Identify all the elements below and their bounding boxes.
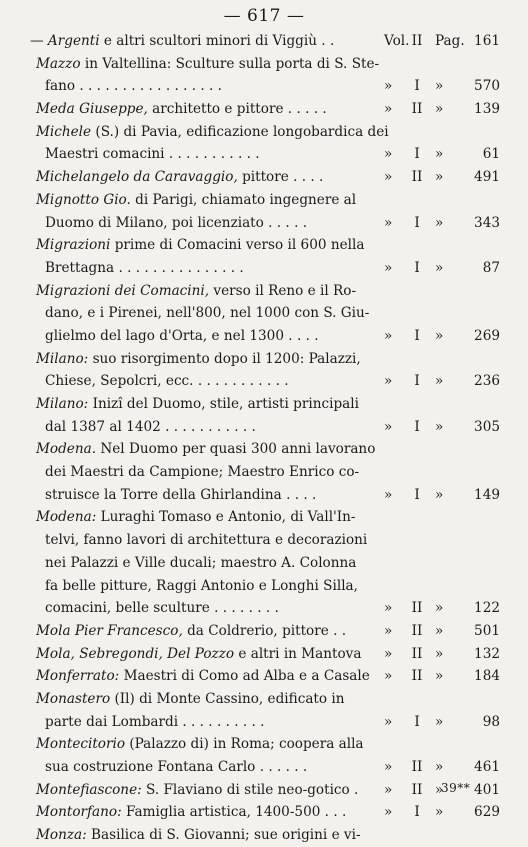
index-line (0, 98, 528, 121)
volume-number: I (414, 78, 420, 95)
entry-text (45, 302, 369, 325)
entry-text (45, 529, 367, 552)
entry-description: fano . . . . . . . . . . . . . . . . . (45, 78, 222, 95)
entry-text (45, 416, 256, 439)
page-marker: » (435, 259, 444, 276)
entry-term: Montefiascone: (36, 781, 142, 798)
page-marker: Pag. (435, 33, 465, 49)
entry-description: in Valtellina: Sculture sulla porta di S. Ste- (80, 55, 380, 72)
entry-text (45, 597, 279, 620)
index-line (0, 234, 528, 257)
entry-term: Modena. (36, 441, 97, 458)
entry-text (36, 53, 379, 76)
entry-text (30, 30, 334, 53)
entry-term: Mazzo (36, 55, 81, 72)
entry-text (36, 98, 327, 121)
entry-term: Migrazioni dei Comacini, (36, 282, 210, 299)
volume-marker: » (384, 668, 393, 685)
entry-term: Argenti (47, 33, 100, 49)
entry-text (36, 643, 361, 666)
index-line (0, 280, 528, 303)
entry-description: Inizî del Duomo, stile, artisti principali (88, 396, 359, 412)
index-line (0, 302, 528, 325)
volume-marker: » (384, 781, 393, 798)
volume-marker: » (384, 804, 393, 821)
entry-term: Monferrato: (36, 668, 120, 685)
page-number: 132 (474, 645, 500, 662)
entry-text (36, 189, 356, 212)
volume-number: I (414, 259, 420, 276)
index-line (0, 257, 528, 280)
entry-term: Montecitorio (36, 736, 126, 753)
page-marker: » (435, 418, 444, 435)
entry-description: dal 1387 al 1402 . . . . . . . . . . . (45, 418, 256, 435)
page-marker: » (435, 78, 444, 95)
volume-marker: » (384, 169, 393, 186)
index-line (0, 484, 528, 507)
index-line (0, 801, 528, 824)
entry-text (36, 166, 323, 189)
volume-number: II (411, 622, 423, 639)
entry-description: (Palazzo di) in Roma; coopera alla (125, 736, 364, 753)
entry-description: suo risorgimento dopo il 1200: Palazzi, (88, 350, 361, 367)
entry-text (36, 121, 389, 144)
entry-description: (Il) di Monte Cassino, edificato in (110, 690, 345, 707)
volume-number: I (414, 327, 420, 344)
page-marker: » (435, 713, 444, 730)
entry-text (45, 212, 307, 235)
volume-marker: » (384, 78, 393, 95)
volume-number: I (414, 418, 420, 435)
page-number: 305 (474, 418, 500, 435)
signature-mark: 39** (441, 781, 471, 795)
index-line (0, 416, 528, 439)
volume-number: II (411, 759, 423, 775)
entry-description: (S.) di Pavia, edificazione longobardica dei (91, 123, 389, 140)
entry-text (45, 75, 222, 98)
index-line (0, 506, 528, 529)
page-marker: » (435, 804, 444, 821)
index-line (0, 30, 528, 53)
volume-marker: » (384, 622, 393, 639)
entry-text (36, 779, 358, 802)
index-line (0, 597, 528, 620)
entry-description: e altri scultori minori di Viggiù . . (99, 33, 335, 49)
volume-number: II (411, 33, 423, 49)
page-number: 122 (474, 600, 500, 617)
volume-marker: » (384, 214, 393, 231)
entry-term: Michele (36, 123, 92, 140)
volume-number: I (414, 373, 420, 390)
page-marker: » (435, 781, 444, 798)
volume-number: I (414, 146, 420, 163)
volume-number: I (414, 713, 420, 730)
entry-description: comacini, belle sculture . . . . . . . . (45, 600, 279, 617)
volume-marker: » (384, 645, 393, 662)
entry-description: e altri in Mantova (234, 645, 362, 662)
entry-description: struisce la Torre della Ghirlandina . . . . (45, 486, 317, 503)
entry-description: nei Palazzi e Ville ducali; maestro A. Colonna (45, 554, 357, 571)
entry-text (45, 552, 356, 575)
entry-text (36, 393, 359, 416)
entry-text (45, 370, 289, 393)
entry-term: Migrazioni (36, 237, 111, 254)
page-header: — 617 — (223, 6, 305, 26)
page-marker: » (435, 759, 444, 775)
entry-text (45, 143, 260, 166)
entry-description: Famiglia artistica, 1400-500 . . . (121, 804, 347, 821)
entry-description: sua costruzione Fontana Carlo . . . . . . (45, 759, 308, 775)
entry-term: Mignotto Gio. (36, 191, 131, 208)
volume-number: II (411, 781, 423, 798)
page-number: 61 (482, 146, 500, 163)
page-number: 570 (474, 78, 500, 95)
page-number: 501 (474, 622, 500, 639)
entry-text (36, 733, 364, 756)
entry-term: Monastero (36, 690, 111, 707)
volume-marker: » (384, 486, 393, 503)
volume-number: II (411, 600, 423, 617)
volume-number: II (411, 668, 423, 685)
entry-description: verso il Reno e il Ro- (209, 282, 357, 299)
volume-marker: » (384, 327, 393, 344)
entry-description: pittore . . . . (237, 169, 324, 186)
volume-marker: » (384, 146, 393, 163)
entry-description: fa belle pitture, Raggi Antonio e Longhi Silla, (45, 577, 358, 594)
index-line (0, 665, 528, 688)
index-line (0, 212, 528, 235)
page-number: 161 (474, 33, 500, 49)
entry-text (36, 438, 375, 461)
entry-text (36, 824, 361, 847)
entry-term: Mola Pier Francesco, (36, 622, 183, 639)
entry-text (45, 461, 359, 484)
page-number: 149 (474, 486, 500, 503)
index-line (0, 711, 528, 734)
page-number: 401 (474, 781, 500, 798)
page-number: 629 (474, 804, 500, 821)
page-number: 98 (482, 713, 500, 730)
index-line (0, 529, 528, 552)
index-line (0, 143, 528, 166)
index-line (0, 824, 528, 847)
entry-description: S. Flaviano di stile neo-gotico . (141, 781, 359, 798)
entry-term: Monza: (36, 827, 87, 844)
entry-term: Michelangelo da Caravaggio, (36, 169, 238, 186)
entry-description: Brettagna . . . . . . . . . . . . . . . (45, 259, 244, 276)
index-line (0, 688, 528, 711)
index-line (0, 756, 528, 779)
volume-marker: » (384, 373, 393, 390)
page-marker: » (435, 622, 444, 639)
index-line (0, 121, 528, 144)
index-line (0, 75, 528, 98)
entry-term: Montorfano: (36, 804, 122, 821)
page-number: 461 (474, 759, 500, 775)
volume-marker: » (384, 259, 393, 276)
page-marker: » (435, 486, 444, 503)
entry-text (36, 348, 361, 371)
entry-text (36, 234, 364, 257)
entry-text (36, 801, 346, 824)
entry-description: di Parigi, chiamato ingegnere al (130, 191, 357, 208)
volume-number: I (414, 804, 420, 821)
index-line (0, 620, 528, 643)
page-number: 491 (474, 169, 500, 186)
volume-number: I (414, 486, 420, 503)
entry-text (45, 325, 319, 348)
index-line (0, 733, 528, 756)
page-number: 139 (474, 101, 500, 118)
entry-text (36, 280, 356, 303)
entry-term: Modena: (36, 509, 97, 526)
entry-text (45, 575, 358, 598)
entry-description: prime di Comacini verso il 600 nella (110, 237, 365, 254)
index-line (0, 166, 528, 189)
entry-text (45, 257, 244, 280)
volume-number: II (411, 101, 423, 118)
page-marker: » (435, 668, 444, 685)
index-line (0, 348, 528, 371)
volume-marker: Vol. (384, 33, 410, 49)
entry-text (36, 688, 345, 711)
index-entries (0, 30, 528, 847)
volume-number: II (411, 169, 423, 186)
index-line (0, 643, 528, 666)
entry-term: Mola, Sebregondi, Del Pozzo (36, 645, 235, 662)
index-line (0, 461, 528, 484)
entry-text (45, 756, 307, 779)
volume-marker: » (384, 713, 393, 730)
entry-text (36, 506, 356, 529)
entry-description: dei Maestri da Campione; Maestro Enrico co- (45, 464, 360, 481)
volume-marker: » (384, 759, 393, 775)
page-marker: » (435, 101, 444, 118)
index-line (0, 370, 528, 393)
volume-marker: » (384, 600, 393, 617)
page-number: 87 (482, 259, 500, 276)
entry-description: glielmo del lago d'Orta, e nel 1300 . . . . (45, 327, 319, 344)
page-number: 236 (474, 373, 500, 390)
entry-description: Luraghi Tomaso e Antonio, di Vall'In- (96, 509, 356, 526)
index-line (0, 438, 528, 461)
entry-term: Milano: (36, 350, 89, 367)
index-line (0, 325, 528, 348)
entry-description: Chiese, Sepolcri, ecc. . . . . . . . . . . . (45, 373, 289, 390)
page-number: 343 (474, 214, 500, 231)
entry-text (45, 484, 316, 507)
page-marker: » (435, 146, 444, 163)
page-marker: » (435, 214, 444, 231)
entry-text (45, 711, 265, 734)
entry-description: Maestri di Como ad Alba e a Casale (119, 668, 370, 685)
entry-description: — (30, 33, 48, 49)
index-line (0, 189, 528, 212)
entry-text (36, 665, 370, 688)
entry-term: Meda Giuseppe, (36, 101, 148, 118)
entry-description: telvi, fanno lavori di architettura e decorazioni (45, 532, 368, 549)
entry-description: parte dai Lombardi . . . . . . . . . . (45, 713, 265, 730)
entry-description: Basilica di S. Giovanni; sue origini e vi- (86, 827, 361, 844)
page-number: 269 (474, 327, 500, 344)
entry-description: Maestri comacini . . . . . . . . . . . (45, 146, 260, 163)
page-marker: » (435, 600, 444, 617)
volume-number: I (414, 214, 420, 231)
page-marker: » (435, 645, 444, 662)
entry-text (36, 620, 346, 643)
entry-description: dano, e i Pirenei, nell'800, nel 1000 con S. Giu- (45, 305, 370, 322)
entry-description: architetto e pittore . . . . . (147, 101, 327, 118)
page-marker: » (435, 373, 444, 390)
entry-description: Duomo di Milano, poi licenziato . . . . . (45, 214, 308, 231)
index-line (0, 575, 528, 598)
index-line (0, 552, 528, 575)
index-line (0, 53, 528, 76)
page-marker: » (435, 327, 444, 344)
volume-number: II (411, 645, 423, 662)
page-marker: » (435, 169, 444, 186)
volume-marker: » (384, 101, 393, 118)
entry-description: da Coldrerio, pittore . . (182, 622, 347, 639)
index-line (0, 393, 528, 416)
volume-marker: » (384, 418, 393, 435)
entry-term: Milano: (36, 396, 89, 412)
entry-description: Nel Duomo per quasi 300 anni lavorano (96, 441, 376, 458)
page-number: 184 (474, 668, 500, 685)
